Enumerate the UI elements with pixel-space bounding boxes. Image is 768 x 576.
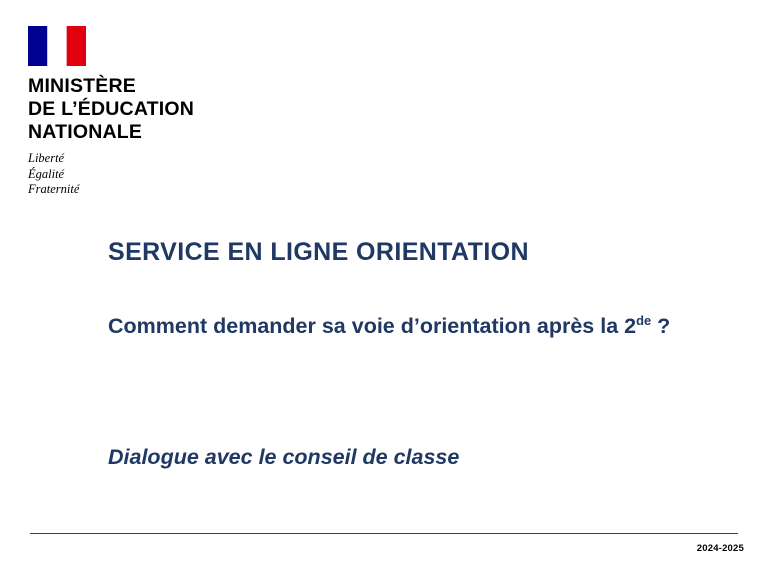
slide-tagline: Dialogue avec le conseil de classe <box>108 445 460 469</box>
ministry-name-line-3: NATIONALE <box>28 121 143 143</box>
motto-line-liberte: Liberté <box>28 151 65 165</box>
ministry-name-line-1: MINISTÈRE <box>28 75 136 97</box>
french-flag-marianne-icon <box>28 26 86 66</box>
republic-motto <box>28 151 288 198</box>
motto-line-fraternite: Fraternité <box>28 182 80 197</box>
ministry-name-line-2: DE L’ÉDUCATION <box>28 98 195 120</box>
footer-divider <box>30 533 738 534</box>
ministry-name <box>28 75 288 144</box>
footer-school-year: 2024-2025 <box>696 543 744 554</box>
motto-line-egalite: Égalité <box>28 166 65 181</box>
page-title: SERVICE EN LIGNE ORIENTATION <box>108 238 529 266</box>
slide-subtitle <box>108 311 708 342</box>
subtitle-text-part-2: ? <box>651 313 671 338</box>
slide-title-area <box>108 238 728 342</box>
subtitle-exponent: de <box>636 312 652 328</box>
subtitle-text-part-1: Comment demander sa voie d’orientation après la 2 <box>108 313 637 338</box>
ministry-logo-block <box>28 26 288 198</box>
